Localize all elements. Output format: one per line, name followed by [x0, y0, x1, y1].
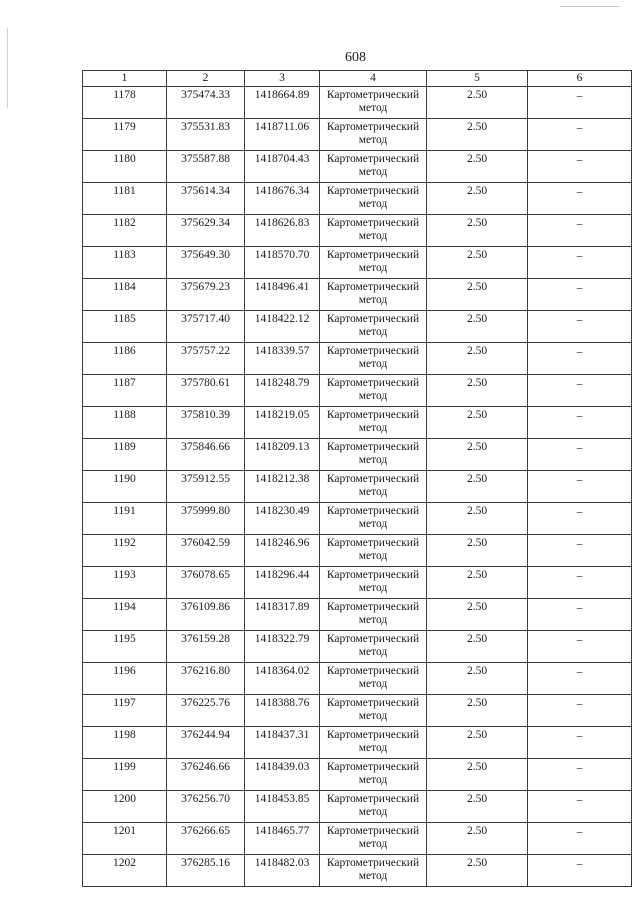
cell-x-coordinate: 376078.65: [167, 567, 245, 599]
cell-note: [528, 215, 632, 247]
cell-point-number: 1194: [83, 599, 167, 631]
cell-y-coordinate: 1418676.34: [245, 183, 320, 215]
cell-precision: 2.50: [427, 535, 528, 567]
cell-method: [320, 343, 427, 375]
column-header-point-number: 1: [83, 71, 167, 87]
cell-note: [528, 759, 632, 791]
cell-precision: 2.50: [427, 215, 528, 247]
cell-precision: 2.50: [427, 247, 528, 279]
cell-y-coordinate: 1418664.89: [245, 87, 320, 119]
column-header-y: 3: [245, 71, 320, 87]
method-line-1: Картометрический: [326, 121, 420, 133]
cell-method: [320, 567, 427, 599]
cell-y-coordinate: 1418453.85: [245, 791, 320, 823]
table-row: [83, 279, 632, 311]
method-line-2: метод: [358, 677, 388, 690]
cell-method: [320, 183, 427, 215]
cell-x-coordinate: 376266.65: [167, 823, 245, 855]
note-dash: –: [576, 314, 583, 326]
cell-method: [320, 471, 427, 503]
cell-y-coordinate: 1418339.57: [245, 343, 320, 375]
method-line-1: Картометрический: [326, 153, 420, 165]
cell-point-number: 1201: [83, 823, 167, 855]
cell-precision: 2.50: [427, 503, 528, 535]
cell-method: [320, 119, 427, 151]
note-dash: –: [576, 538, 583, 550]
note-dash: –: [576, 666, 583, 678]
cell-y-coordinate: 1418296.44: [245, 567, 320, 599]
note-dash: –: [576, 698, 583, 710]
cell-y-coordinate: 1418704.43: [245, 151, 320, 183]
table-row: [83, 375, 632, 407]
method-line-1: Картометрический: [326, 377, 420, 389]
method-line-2: метод: [358, 165, 388, 178]
cell-note: [528, 375, 632, 407]
cell-point-number: 1196: [83, 663, 167, 695]
table-row: [83, 503, 632, 535]
cell-precision: 2.50: [427, 375, 528, 407]
method-line-2: метод: [358, 485, 388, 498]
note-dash: –: [576, 634, 583, 646]
method-line-2: метод: [358, 613, 388, 626]
method-line-2: метод: [358, 325, 388, 338]
method-line-2: метод: [358, 517, 388, 530]
note-dash: –: [576, 410, 583, 422]
cell-x-coordinate: 375531.83: [167, 119, 245, 151]
method-line-2: метод: [358, 773, 388, 786]
cell-note: [528, 535, 632, 567]
cell-point-number: 1180: [83, 151, 167, 183]
cell-point-number: 1184: [83, 279, 167, 311]
cell-point-number: 1181: [83, 183, 167, 215]
cell-x-coordinate: 375649.30: [167, 247, 245, 279]
cell-point-number: 1198: [83, 727, 167, 759]
cell-precision: 2.50: [427, 407, 528, 439]
cell-point-number: 1200: [83, 791, 167, 823]
cell-method: [320, 823, 427, 855]
table-row: [83, 663, 632, 695]
cell-point-number: 1197: [83, 695, 167, 727]
table-row: [83, 311, 632, 343]
cell-point-number: 1179: [83, 119, 167, 151]
cell-precision: 2.50: [427, 151, 528, 183]
cell-point-number: 1191: [83, 503, 167, 535]
cell-precision: 2.50: [427, 759, 528, 791]
cell-x-coordinate: 375614.34: [167, 183, 245, 215]
cell-method: [320, 503, 427, 535]
method-line-1: Картометрический: [326, 281, 420, 293]
page-number: 608: [345, 50, 366, 65]
cell-x-coordinate: 376042.59: [167, 535, 245, 567]
cell-x-coordinate: 375629.34: [167, 215, 245, 247]
method-line-2: метод: [358, 709, 388, 722]
cell-x-coordinate: 376159.28: [167, 631, 245, 663]
note-dash: –: [576, 122, 583, 134]
method-line-1: Картометрический: [326, 761, 420, 773]
table-row: [83, 247, 632, 279]
table-row: [83, 183, 632, 215]
note-dash: –: [576, 154, 583, 166]
cell-method: [320, 279, 427, 311]
note-dash: –: [576, 90, 583, 102]
table-row: [83, 599, 632, 631]
cell-note: [528, 599, 632, 631]
cell-y-coordinate: 1418437.31: [245, 727, 320, 759]
note-dash: –: [576, 730, 583, 742]
cell-y-coordinate: 1418322.79: [245, 631, 320, 663]
note-dash: –: [576, 186, 583, 198]
cell-note: [528, 87, 632, 119]
cell-precision: 2.50: [427, 823, 528, 855]
cell-precision: 2.50: [427, 471, 528, 503]
column-header-note: 6: [528, 71, 632, 87]
column-header-precision: 5: [427, 71, 528, 87]
cell-method: [320, 375, 427, 407]
cell-y-coordinate: 1418711.06: [245, 119, 320, 151]
method-line-2: метод: [358, 261, 388, 274]
cell-precision: 2.50: [427, 855, 528, 887]
table-row: [83, 823, 632, 855]
column-header-method: 4: [320, 71, 427, 87]
cell-y-coordinate: 1418482.03: [245, 855, 320, 887]
cell-y-coordinate: 1418212.38: [245, 471, 320, 503]
cell-x-coordinate: 375587.88: [167, 151, 245, 183]
cell-precision: 2.50: [427, 567, 528, 599]
cell-point-number: 1199: [83, 759, 167, 791]
cell-point-number: 1183: [83, 247, 167, 279]
table-row: [83, 727, 632, 759]
cell-y-coordinate: 1418209.13: [245, 439, 320, 471]
cell-y-coordinate: 1418246.96: [245, 535, 320, 567]
method-line-2: метод: [358, 197, 388, 210]
method-line-1: Картометрический: [326, 857, 420, 869]
cell-x-coordinate: 376225.76: [167, 695, 245, 727]
cell-x-coordinate: 375679.23: [167, 279, 245, 311]
cell-point-number: 1193: [83, 567, 167, 599]
cell-note: [528, 631, 632, 663]
method-line-2: метод: [358, 101, 388, 114]
note-dash: –: [576, 762, 583, 774]
cell-method: [320, 695, 427, 727]
method-line-1: Картометрический: [326, 537, 420, 549]
method-line-1: Картометрический: [326, 633, 420, 645]
table-row: [83, 407, 632, 439]
cell-note: [528, 407, 632, 439]
method-line-2: метод: [358, 549, 388, 562]
method-line-2: метод: [358, 869, 388, 882]
cell-y-coordinate: 1418496.41: [245, 279, 320, 311]
cell-method: [320, 215, 427, 247]
cell-method: [320, 439, 427, 471]
cell-method: [320, 87, 427, 119]
method-line-2: метод: [358, 389, 388, 402]
cell-point-number: 1188: [83, 407, 167, 439]
method-line-1: Картометрический: [326, 409, 420, 421]
note-dash: –: [576, 442, 583, 454]
note-dash: –: [576, 282, 583, 294]
note-dash: –: [576, 250, 583, 262]
method-line-2: метод: [358, 229, 388, 242]
table-row: [83, 119, 632, 151]
note-dash: –: [576, 378, 583, 390]
cell-point-number: 1189: [83, 439, 167, 471]
method-line-2: метод: [358, 837, 388, 850]
cell-precision: 2.50: [427, 791, 528, 823]
cell-x-coordinate: 375717.40: [167, 311, 245, 343]
cell-method: [320, 535, 427, 567]
cell-x-coordinate: 375780.61: [167, 375, 245, 407]
method-line-2: метод: [358, 453, 388, 466]
method-line-2: метод: [358, 581, 388, 594]
cell-x-coordinate: 375757.22: [167, 343, 245, 375]
cell-note: [528, 663, 632, 695]
cell-point-number: 1190: [83, 471, 167, 503]
method-line-1: Картометрический: [326, 313, 420, 325]
cell-x-coordinate: 375810.39: [167, 407, 245, 439]
table-row: [83, 695, 632, 727]
cell-x-coordinate: 376285.16: [167, 855, 245, 887]
method-line-1: Картометрический: [326, 345, 420, 357]
note-dash: –: [576, 506, 583, 518]
table-body: [83, 87, 632, 887]
method-line-1: Картометрический: [326, 217, 420, 229]
note-dash: –: [576, 858, 583, 870]
cell-y-coordinate: 1418219.05: [245, 407, 320, 439]
column-header-x: 2: [167, 71, 245, 87]
cell-note: [528, 503, 632, 535]
table-row: [83, 535, 632, 567]
cell-precision: 2.50: [427, 311, 528, 343]
cell-note: [528, 695, 632, 727]
cell-precision: 2.50: [427, 439, 528, 471]
cell-precision: 2.50: [427, 599, 528, 631]
cell-note: [528, 727, 632, 759]
cell-point-number: 1202: [83, 855, 167, 887]
cell-point-number: 1178: [83, 87, 167, 119]
note-dash: –: [576, 570, 583, 582]
table-row: [83, 439, 632, 471]
cell-method: [320, 407, 427, 439]
note-dash: –: [576, 826, 583, 838]
table-row: [83, 855, 632, 887]
cell-note: [528, 567, 632, 599]
method-line-1: Картометрический: [326, 473, 420, 485]
method-line-1: Картометрический: [326, 697, 420, 709]
cell-point-number: 1187: [83, 375, 167, 407]
cell-note: [528, 119, 632, 151]
cell-method: [320, 791, 427, 823]
cell-precision: 2.50: [427, 631, 528, 663]
cell-method: [320, 631, 427, 663]
cell-y-coordinate: 1418230.49: [245, 503, 320, 535]
table-row: [83, 791, 632, 823]
table-header-row: [83, 71, 632, 87]
method-line-2: метод: [358, 805, 388, 818]
table-row: [83, 759, 632, 791]
method-line-1: Картометрический: [326, 185, 420, 197]
cell-point-number: 1182: [83, 215, 167, 247]
coordinates-table: [82, 70, 632, 887]
cell-method: [320, 151, 427, 183]
cell-note: [528, 823, 632, 855]
note-dash: –: [576, 474, 583, 486]
method-line-1: Картометрический: [326, 729, 420, 741]
cell-x-coordinate: 375846.66: [167, 439, 245, 471]
cell-y-coordinate: 1418465.77: [245, 823, 320, 855]
table-row: [83, 343, 632, 375]
method-line-1: Картометрический: [326, 793, 420, 805]
cell-note: [528, 471, 632, 503]
cell-point-number: 1195: [83, 631, 167, 663]
method-line-2: метод: [358, 645, 388, 658]
table-row: [83, 151, 632, 183]
cell-x-coordinate: 375999.80: [167, 503, 245, 535]
cell-method: [320, 759, 427, 791]
method-line-1: Картометрический: [326, 249, 420, 261]
note-dash: –: [576, 218, 583, 230]
table-row: [83, 631, 632, 663]
cell-precision: 2.50: [427, 343, 528, 375]
method-line-2: метод: [358, 133, 388, 146]
method-line-1: Картометрический: [326, 505, 420, 517]
cell-note: [528, 247, 632, 279]
cell-method: [320, 311, 427, 343]
cell-x-coordinate: 376256.70: [167, 791, 245, 823]
method-line-1: Картометрический: [326, 441, 420, 453]
cell-y-coordinate: 1418570.70: [245, 247, 320, 279]
method-line-1: Картометрический: [326, 825, 420, 837]
method-line-2: метод: [358, 421, 388, 434]
cell-note: [528, 855, 632, 887]
cell-precision: 2.50: [427, 119, 528, 151]
note-dash: –: [576, 602, 583, 614]
cell-x-coordinate: 376109.86: [167, 599, 245, 631]
cell-note: [528, 183, 632, 215]
cell-y-coordinate: 1418422.12: [245, 311, 320, 343]
cell-y-coordinate: 1418317.89: [245, 599, 320, 631]
table-row: [83, 471, 632, 503]
cell-precision: 2.50: [427, 663, 528, 695]
cell-point-number: 1186: [83, 343, 167, 375]
note-dash: –: [576, 794, 583, 806]
cell-method: [320, 855, 427, 887]
cell-precision: 2.50: [427, 279, 528, 311]
cell-x-coordinate: 376244.94: [167, 727, 245, 759]
table-row: [83, 215, 632, 247]
cell-method: [320, 247, 427, 279]
cell-note: [528, 279, 632, 311]
scan-artifact-line: [560, 6, 620, 7]
cell-precision: 2.50: [427, 727, 528, 759]
method-line-2: метод: [358, 293, 388, 306]
cell-point-number: 1185: [83, 311, 167, 343]
cell-note: [528, 439, 632, 471]
note-dash: –: [576, 346, 583, 358]
cell-precision: 2.50: [427, 87, 528, 119]
cell-y-coordinate: 1418439.03: [245, 759, 320, 791]
method-line-1: Картометрический: [326, 601, 420, 613]
cell-x-coordinate: 375912.55: [167, 471, 245, 503]
cell-x-coordinate: 375474.33: [167, 87, 245, 119]
table-row: [83, 567, 632, 599]
cell-method: [320, 599, 427, 631]
cell-x-coordinate: 376246.66: [167, 759, 245, 791]
scan-artifact-margin: [7, 28, 8, 108]
method-line-2: метод: [358, 357, 388, 370]
cell-note: [528, 343, 632, 375]
cell-note: [528, 311, 632, 343]
method-line-2: метод: [358, 741, 388, 754]
cell-point-number: 1192: [83, 535, 167, 567]
cell-precision: 2.50: [427, 183, 528, 215]
cell-method: [320, 663, 427, 695]
method-line-1: Картометрический: [326, 665, 420, 677]
cell-note: [528, 791, 632, 823]
cell-precision: 2.50: [427, 695, 528, 727]
method-line-1: Картометрический: [326, 89, 420, 101]
cell-method: [320, 727, 427, 759]
cell-y-coordinate: 1418388.76: [245, 695, 320, 727]
cell-y-coordinate: 1418248.79: [245, 375, 320, 407]
method-line-1: Картометрический: [326, 569, 420, 581]
table-row: [83, 87, 632, 119]
cell-x-coordinate: 376216.80: [167, 663, 245, 695]
cell-y-coordinate: 1418364.02: [245, 663, 320, 695]
cell-note: [528, 151, 632, 183]
cell-y-coordinate: 1418626.83: [245, 215, 320, 247]
